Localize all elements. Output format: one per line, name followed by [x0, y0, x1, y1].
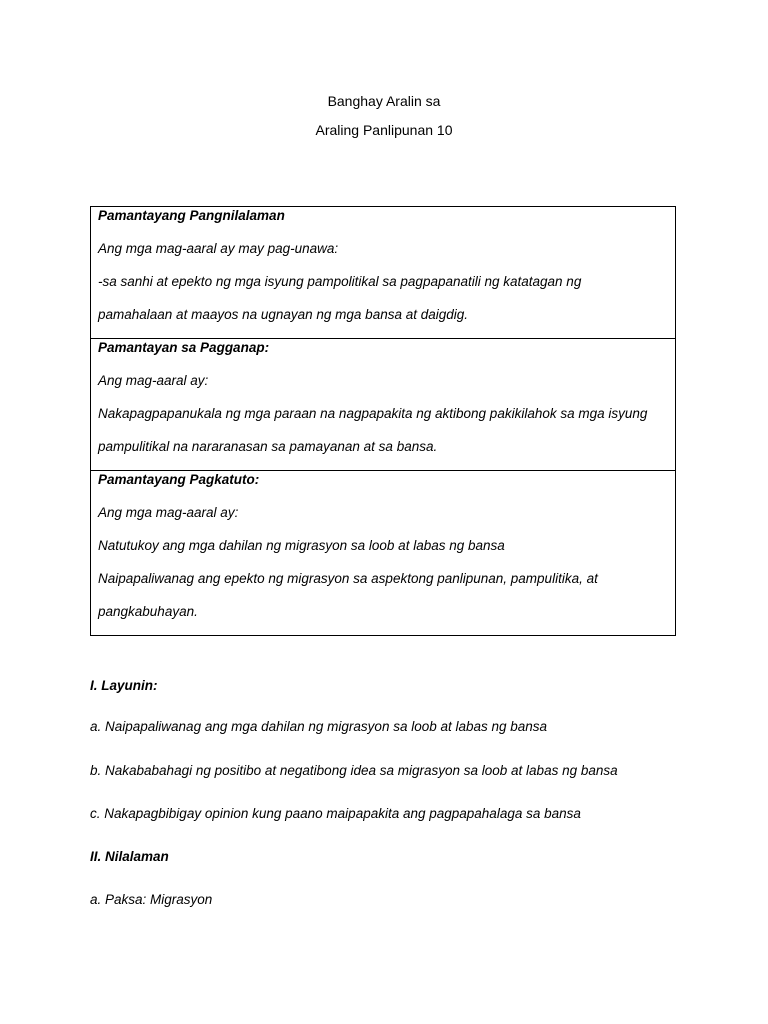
content-standard-cell — [91, 207, 675, 339]
content-standard-line: pamahalaan at maayos na ugnayan ng mga bansa at daigdig. — [98, 307, 469, 322]
content-standard-line: Ang mga mag-aaral ay may pag-unawa: — [98, 241, 339, 256]
objective-item: c. Nakapagbibigay opinion kung paano maipapakita ang pagpapahalaga sa bansa — [90, 806, 581, 821]
standards-table — [90, 206, 676, 636]
learning-standard-cell — [91, 471, 675, 635]
title-line-2: Araling Panlipunan 10 — [315, 122, 453, 138]
performance-standard-heading: Pamantayan sa Pagganap: — [98, 340, 270, 355]
learning-standard-line: pangkabuhayan. — [98, 604, 198, 619]
performance-standard-line: pampulitikal na nararanasan sa pamayanan at sa bansa. — [98, 439, 438, 454]
objective-item: b. Nakababahagi ng positibo at negatibong idea sa migrasyon sa loob at labas ng bansa — [90, 763, 618, 778]
content-item: a. Paksa: Migrasyon — [90, 892, 213, 907]
content-standard-heading: Pamantayang Pangnilalaman — [98, 208, 285, 223]
performance-standard-line: Ang mag-aaral ay: — [98, 373, 209, 388]
objective-item: a. Naipapaliwanag ang mga dahilan ng migrasyon sa loob at labas ng bansa — [90, 719, 548, 734]
title-line-1: Banghay Aralin sa — [327, 93, 441, 109]
content-standard-line: -sa sanhi at epekto ng mga isyung pampolitikal sa pagpapanatili ng katatagan ng — [98, 274, 582, 289]
performance-standard-line: Nakapagpapanukala ng mga paraan na nagpapakita ng aktibong pakikilahok sa mga isyung — [98, 406, 648, 421]
performance-standard-cell — [91, 339, 675, 471]
learning-standard-line: Natutukoy ang mga dahilan ng migrasyon sa loob at labas ng bansa — [98, 538, 505, 553]
objectives-heading: I. Layunin: — [90, 678, 158, 693]
content-heading: II. Nilalaman — [90, 849, 169, 864]
learning-standard-heading: Pamantayang Pagkatuto: — [98, 472, 260, 487]
learning-standard-line: Ang mga mag-aaral ay: — [98, 505, 239, 520]
learning-standard-line: Naipapaliwanag ang epekto ng migrasyon sa aspektong panlipunan, pampulitika, at — [98, 571, 598, 586]
